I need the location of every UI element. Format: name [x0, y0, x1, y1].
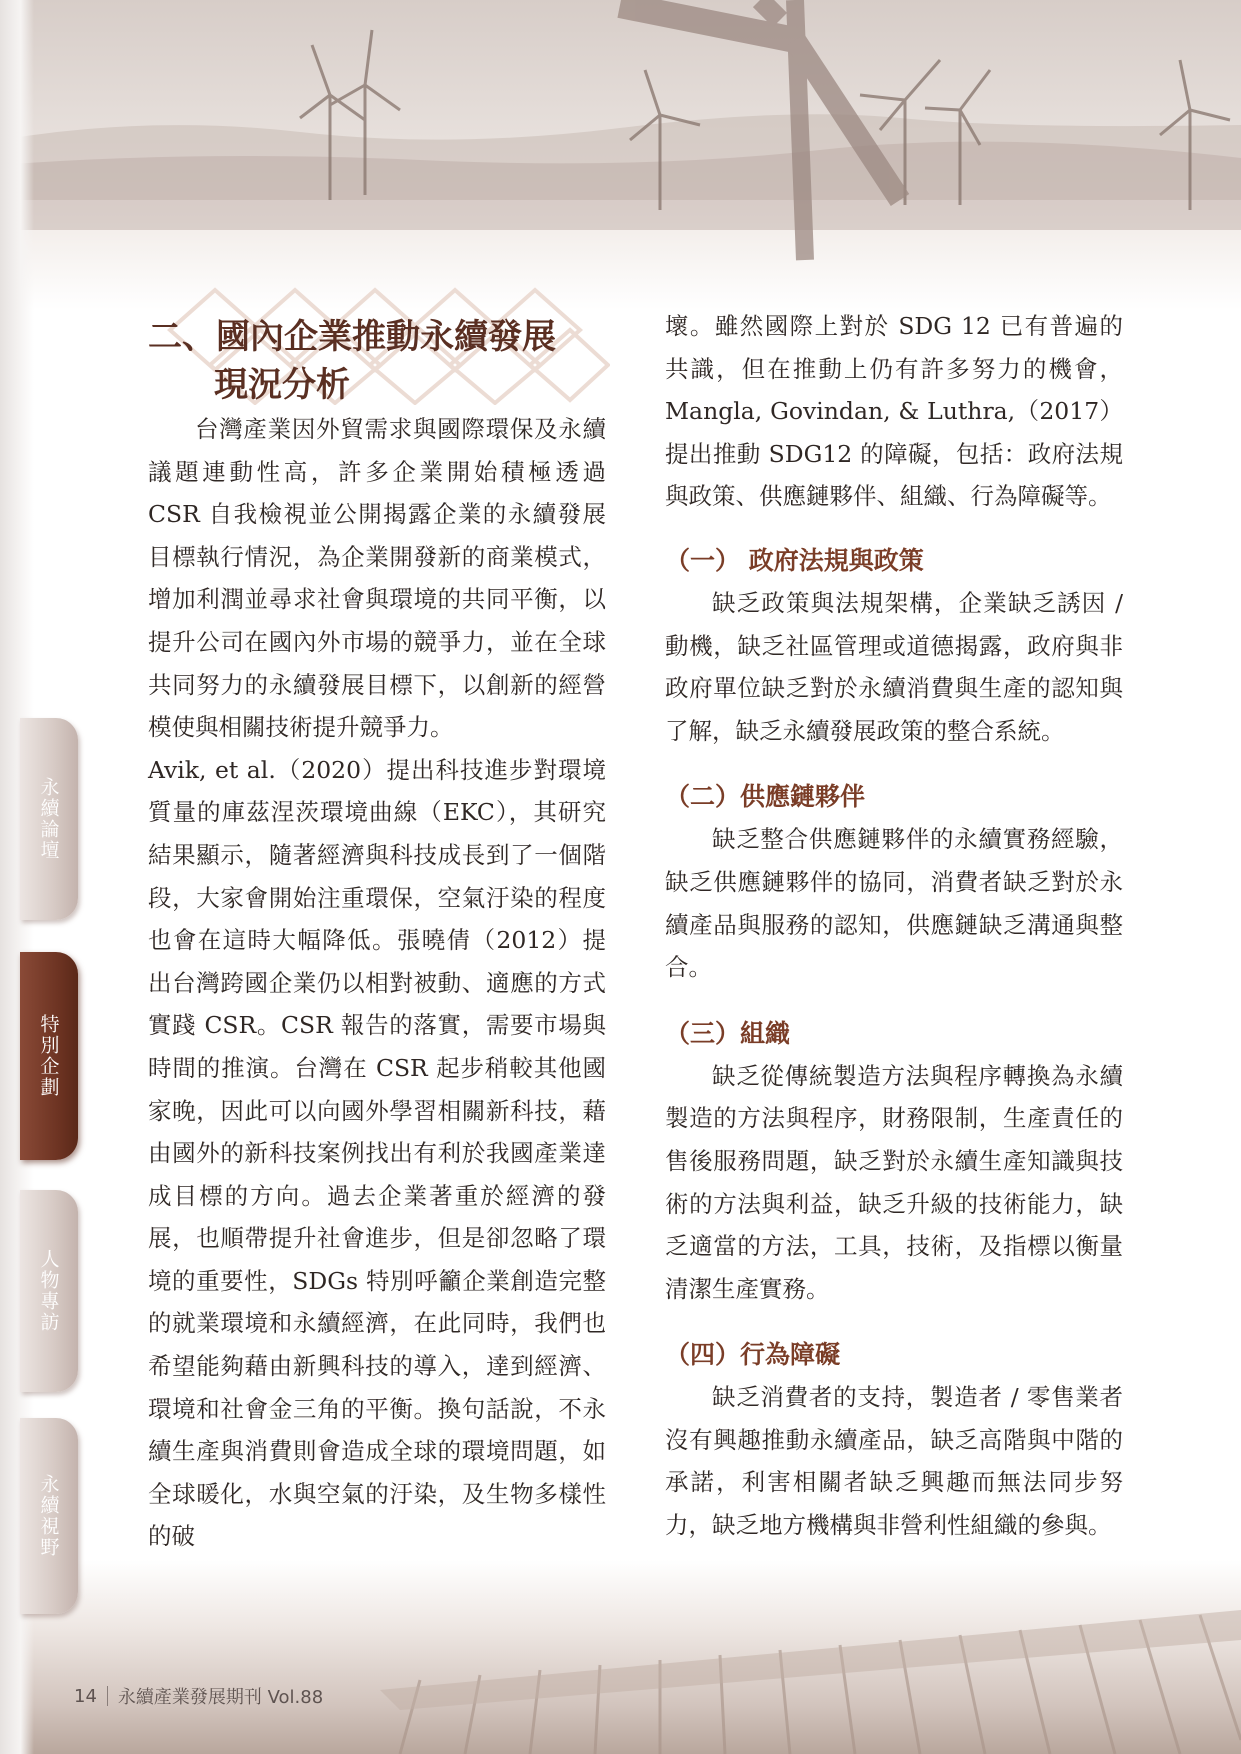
- subsection-heading: （二）供應鏈夥伴: [665, 782, 866, 812]
- page-footer: [74, 1683, 323, 1709]
- paragraph: 壞。雖然國際上對於 SDG 12 已有普遍的共識，但在推動上仍有許多努力的機會，Mangla, Govindan, & Luthra,（2017）提出推動 SDG12 的障礙，包括：政府法規與政策、供應鏈夥伴、組織、行為障礙等。: [665, 312, 1123, 511]
- side-tab-interview[interactable]: [20, 1190, 78, 1392]
- subsection-heading: （三）組織: [665, 1018, 791, 1048]
- paragraph: Avik, et al.（2020）提出科技進步對環境質量的庫茲涅茨環境曲線（EKC），其研究結果顯示，隨著經濟與科技成長到了一個階段，大家會開始注重環保，空氣汙染的程度也會在這時大幅降低。張曉倩（2012）提出台灣跨國企業仍以相對被動、適應的方式實踐 CSR。CSR 報告的落實，需要市場與時間的推演。台灣在 CSR 起步稍較其他國家晚，因此可以向國外學習相關新科技，藉由國外的新科技案例找出有利於我國產業達成目標的方向。過去企業著重於經濟的發展，也順帶提升社會進步，但是卻忽略了環境的重要性，SDGs 特別呼籲企業創造完整的就業環境和永續經濟，在此同時，我們也希望能夠藉由新興科技的導入，達到經濟、環境和社會金三角的平衡。換句話說，不永續生產與消費則會造成全球的環境問題，如全球暖化，水與空氣的汙染，及生物多樣性的破: [148, 755, 606, 1551]
- subsection-heading: （一） 政府法規與政策: [665, 545, 924, 575]
- paragraph: 缺乏從傳統製造方法與程序轉換為永續製造的方法與程序，財務限制，生產責任的售後服務問題，缺乏對於永續生產知識與技術的方法與利益，缺乏升級的技術能力，缺乏適當的方法，工具，技術，及指標以衡量清潔生產實務。: [665, 1061, 1123, 1303]
- subsection: [665, 1013, 1123, 1311]
- left-column: [148, 408, 606, 1558]
- footer-photo: [0, 1560, 1241, 1754]
- wind-turbine-illustration: [0, 0, 1241, 310]
- solar-panel-illustration: [0, 1560, 1241, 1754]
- paragraph: 台灣產業因外貿需求與國際環保及永續議題連動性高，許多企業開始積極透過 CSR 自我檢視並公開揭露企業的永續發展目標執行情況，為企業開發新的商業模式，增加利潤並尋求社會與環境的共同平衡，以提升公司在國內外市場的競爭力，並在全球共同努力的永續發展目標下，以創新的經營模使與相關技術提升競爭力。: [148, 415, 606, 742]
- publication-name: 永續產業發展期刊 Vol.88: [117, 1687, 324, 1708]
- section-title: [130, 285, 610, 405]
- paragraph: 缺乏政策與法規架構，企業缺乏誘因 / 動機，缺乏社區管理或道德揭露，政府與非政府單位缺乏對於永續消費與生產的認知與了解，缺乏永續發展政策的整合系統。: [665, 588, 1123, 745]
- right-column: [665, 305, 1123, 1547]
- paragraph: 缺乏消費者的支持，製造者 / 零售業者沒有興趣推動永續產品，缺乏高階與中階的承諾，利害相關者缺乏興趣而無法同步努力，缺乏地方機構與非營利性組織的參與。: [665, 1383, 1123, 1540]
- title-line-1: 二、國內企業推動永續發展: [148, 317, 556, 357]
- side-tab-special-feature[interactable]: [20, 952, 78, 1160]
- side-tab-label: 人物專訪: [37, 1249, 60, 1333]
- subsection: [665, 776, 1123, 988]
- side-tab-vision[interactable]: [20, 1418, 78, 1614]
- footer-divider: [107, 1686, 108, 1706]
- side-tab-label: 永續論壇: [37, 777, 60, 861]
- subsection: [665, 540, 1123, 752]
- title-line-2: 現況分析: [214, 365, 350, 405]
- header-photo: [0, 0, 1241, 310]
- subsection-heading: （四）行為障礙: [665, 1340, 841, 1370]
- side-tab-label: 永續視野: [37, 1474, 60, 1558]
- side-tab-label: 特別企劃: [37, 1014, 60, 1098]
- subsection: [665, 1334, 1123, 1546]
- side-tab-forum[interactable]: [20, 718, 78, 920]
- paragraph: 缺乏整合供應鏈夥伴的永續實務經驗，缺乏供應鏈夥伴的協同，消費者缺乏對於永續產品與服務的認知，供應鏈缺乏溝通與整合。: [665, 825, 1123, 982]
- page-number: 14: [74, 1685, 97, 1707]
